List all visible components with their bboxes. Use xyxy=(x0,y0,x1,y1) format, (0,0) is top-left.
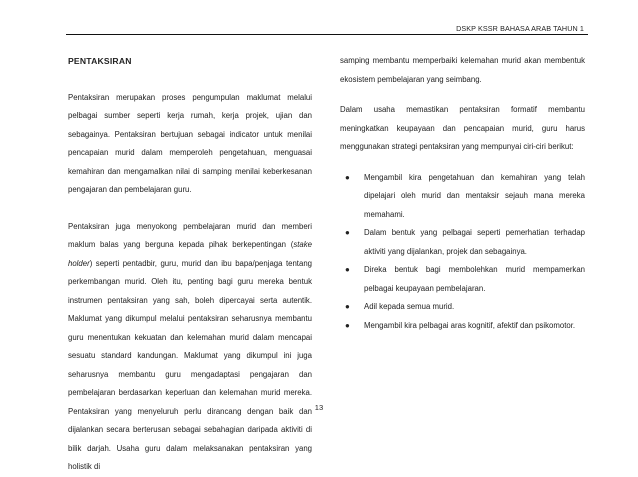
criteria-list xyxy=(340,169,585,336)
left-paragraph-2-end: ) seperti pentadbir, guru, murid dan ibu bapa/penjaga tentang perkembangan murid. Oleh itu, penting bagi guru mereka bentuk instrumen pentaksiran yang sah, boleh dipercayai serta autentik. Maklumat yang dikumpul melalui pentaksiran seharusnya membantu guru menentukan kekuatan dan kelemahan murid dalam mencapai sesuatu standard kandungan. Maklumat yang dikumpul ini juga seharusnya membantu guru mengadaptasi pengajaran dan pembelajaran berdasarkan keperluan dan kelemahan murid mereka. Pentaksiran yang menyeluruh perlu dirancang dengan baik dan dijalankan secara berterusan sebagai sebahagian daripada aktiviti di bilik darjah. Usaha guru dalam melaksanakan pentaksiran yang holistik di xyxy=(68,258,312,471)
bullet-icon: ● xyxy=(345,320,350,330)
section-title: PENTAKSIRAN xyxy=(68,56,132,66)
bullet-icon: ● xyxy=(345,172,350,182)
left-paragraph-1: Pentaksiran merupakan proses pengumpulan maklumat melalui pelbagai sumber seperti kerja rumah, kerja projek, ujian dan sebagainya. Pentaksiran bertujuan sebagai indicator untuk menilai pencapaian murid dalam memperoleh pengetahuan, menguasai kemahiran dan mengamalkan nilai di samping menilai keberkesanan pengajaran dan pembelajaran guru. xyxy=(68,92,312,194)
list-item: ● Mengambil kira pengetahuan dan kemahiran yang telah dipelajari oleh murid dan mentaksir sejauh mana mereka memahami. xyxy=(340,169,585,225)
bullet-icon: ● xyxy=(345,228,350,237)
left-column xyxy=(68,52,312,477)
left-paragraph-2 xyxy=(68,218,312,477)
right-paragraph-1: samping membantu memperbaiki kelemahan murid akan membentuk ekosistem pembelajaran yang seimbang. xyxy=(340,56,585,84)
bullet-icon: ● xyxy=(345,265,350,274)
right-column xyxy=(340,52,585,335)
list-item: ● Adil kepada semua murid. xyxy=(340,298,585,317)
right-paragraph-2: Dalam usaha memastikan pentaksiran formatif membantu meningkatkan keupayaan dan pencapaian murid, guru harus menggunakan strategi pentaksiran yang mempunyai ciri-ciri berikut: xyxy=(340,105,585,151)
bullet-icon: ● xyxy=(345,302,350,311)
list-item: ● Direka bentuk bagi membolehkan murid mempamerkan pelbagai keupayaan pembelajaran. xyxy=(340,261,585,298)
list-item: ● Dalam bentuk yang pelbagai seperti pemerhatian terhadap aktiviti yang dijalankan, projek dan sebagainya. xyxy=(340,224,585,261)
stake-holder-term: stake holder xyxy=(68,240,312,268)
running-header: DSKP KSSR BAHASA ARAB TAHUN 1 xyxy=(456,24,584,33)
list-item: ● Mengambil kira pelbagai aras kognitif, afektif dan psikomotor. xyxy=(340,317,585,336)
header-rule xyxy=(66,34,588,35)
page-number: 13 xyxy=(314,403,324,412)
left-paragraph-2-start: Pentaksiran juga menyokong pembelajaran murid dan memberi maklum balas yang berguna kepada pihak berkepentingan ( xyxy=(68,221,312,249)
